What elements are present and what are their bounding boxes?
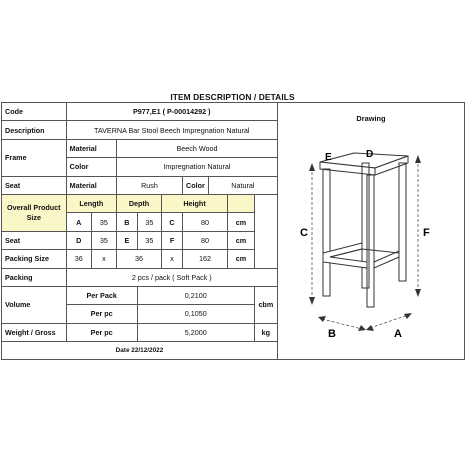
label-a: A bbox=[393, 328, 402, 340]
height-header: Height bbox=[162, 194, 228, 212]
overall-b-value: 35 bbox=[137, 213, 161, 231]
volume-unit: cbm bbox=[254, 286, 277, 323]
overall-a-value: 35 bbox=[91, 213, 116, 231]
overall-a-label: A bbox=[66, 213, 91, 231]
seat-material-value: Rush bbox=[117, 176, 183, 194]
volume-per-pack-value: 0,2100 bbox=[137, 286, 254, 304]
details-table bbox=[1, 102, 465, 360]
seat-material-label: Material bbox=[66, 176, 116, 194]
length-header: Length bbox=[66, 194, 116, 212]
seat-color-label: Color bbox=[183, 176, 209, 194]
code-value: P977,E1 ( P-00014292 ) bbox=[66, 103, 277, 121]
seat-f-label: F bbox=[162, 231, 183, 249]
packing-label: Packing bbox=[2, 268, 67, 286]
frame-label: Frame bbox=[2, 139, 67, 176]
weight-label: Weight / Gross bbox=[2, 323, 67, 341]
label-b: B bbox=[327, 328, 336, 340]
description-value: TAVERNA Bar Stool Beech Impregnation Natural bbox=[66, 121, 277, 139]
drawing-title: Drawing bbox=[356, 114, 386, 123]
packing-size-x1: x bbox=[91, 250, 116, 268]
seat-d-label: D bbox=[66, 231, 91, 249]
drawing-panel bbox=[277, 103, 464, 360]
seat-e-value: 35 bbox=[137, 231, 161, 249]
frame-material-value: Beech Wood bbox=[117, 139, 278, 157]
packing-size-unit: cm bbox=[228, 250, 255, 268]
volume-label: Volume bbox=[2, 286, 67, 323]
weight-value: 5,2000 bbox=[137, 323, 254, 341]
overall-size-label: Overall Product Size bbox=[2, 194, 67, 231]
packing-size-l: 36 bbox=[66, 250, 91, 268]
weight-per-pc-label: Per pc bbox=[66, 323, 137, 341]
seat-d-value: 35 bbox=[91, 231, 116, 249]
volume-per-pc-value: 0,1050 bbox=[137, 305, 254, 323]
overall-unit: cm bbox=[228, 213, 255, 231]
date-stamp: Date 22/12/2022 bbox=[2, 342, 278, 360]
page-title: ITEM DESCRIPTION / DETAILS bbox=[170, 92, 295, 102]
volume-per-pc-label: Per pc bbox=[66, 305, 137, 323]
seat-unit: cm bbox=[228, 231, 255, 249]
label-c: C bbox=[299, 227, 308, 239]
packing-size-x2: x bbox=[162, 250, 183, 268]
label-f: F bbox=[422, 227, 430, 239]
stool-drawing bbox=[278, 123, 464, 353]
weight-unit: kg bbox=[254, 323, 277, 341]
packing-size-label: Packing Size bbox=[2, 250, 67, 268]
overall-b-label: B bbox=[117, 213, 138, 231]
packing-size-h: 162 bbox=[183, 250, 228, 268]
frame-material-label: Material bbox=[66, 139, 116, 157]
packing-value: 2 pcs / pack ( Soft Pack ) bbox=[66, 268, 277, 286]
depth-header: Depth bbox=[117, 194, 162, 212]
code-label: Code bbox=[2, 103, 67, 121]
frame-color-label: Color bbox=[66, 158, 116, 176]
header-spacer bbox=[228, 194, 255, 212]
seat-color-value: Natural bbox=[208, 176, 277, 194]
label-e: E bbox=[324, 152, 332, 163]
label-d: D bbox=[365, 149, 374, 160]
description-label: Description bbox=[2, 121, 67, 139]
seat-e-label: E bbox=[117, 231, 138, 249]
seat-size-label: Seat bbox=[2, 231, 67, 249]
overall-c-value: 80 bbox=[183, 213, 228, 231]
volume-per-pack-label: Per Pack bbox=[66, 286, 137, 304]
overall-c-label: C bbox=[162, 213, 183, 231]
packing-size-w: 36 bbox=[117, 250, 162, 268]
seat-material-row-label: Seat bbox=[2, 176, 67, 194]
seat-f-value: 80 bbox=[183, 231, 228, 249]
frame-color-value: Impregnation Natural bbox=[117, 158, 278, 176]
